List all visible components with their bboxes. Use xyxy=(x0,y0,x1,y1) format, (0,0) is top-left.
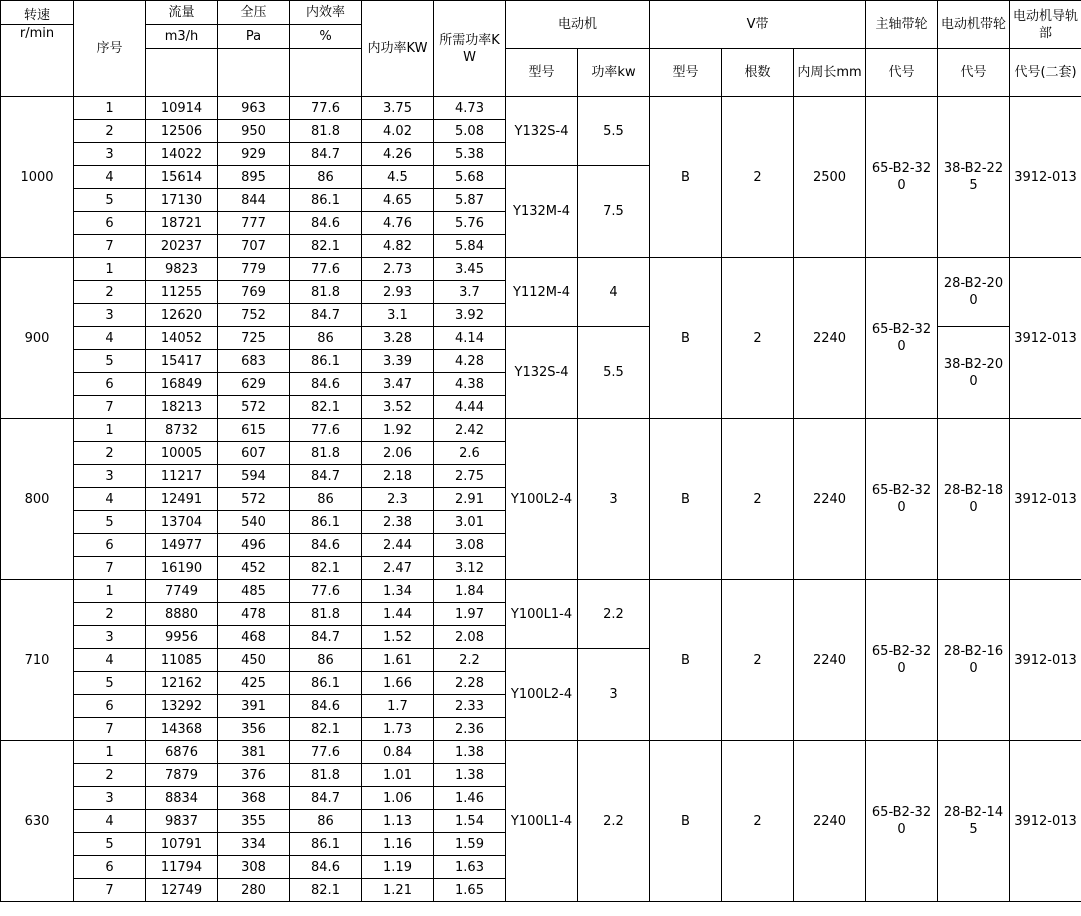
flow-cell: 8732 xyxy=(146,419,218,442)
motor-pulley-cell: 28-B2-160 xyxy=(938,580,1010,741)
internal-power-cell: 4.82 xyxy=(362,235,434,258)
pressure-cell: 607 xyxy=(218,442,290,465)
seq-cell: 3 xyxy=(74,787,146,810)
internal-power-cell: 2.73 xyxy=(362,258,434,281)
flow-cell: 15614 xyxy=(146,166,218,189)
required-power-header: 所需功率KW xyxy=(434,1,506,97)
efficiency-cell: 77.6 xyxy=(290,258,362,281)
motor-power-cell: 4 xyxy=(578,258,650,327)
internal-power-cell: 1.13 xyxy=(362,810,434,833)
efficiency-cell: 82.1 xyxy=(290,718,362,741)
seq-cell: 1 xyxy=(74,741,146,764)
internal-power-cell: 2.47 xyxy=(362,557,434,580)
vbelt-length-cell: 2240 xyxy=(794,419,866,580)
seq-header: 序号 xyxy=(74,1,146,97)
pressure-cell: 594 xyxy=(218,465,290,488)
seq-cell: 6 xyxy=(74,373,146,396)
vbelt-length-cell: 2240 xyxy=(794,741,866,902)
internal-power-cell: 3.52 xyxy=(362,396,434,419)
internal-power-cell: 3.47 xyxy=(362,373,434,396)
motor-model-cell: Y100L2-4 xyxy=(506,649,578,741)
main-pulley-cell: 65-B2-320 xyxy=(866,97,938,258)
required-power-cell: 5.87 xyxy=(434,189,506,212)
vbelt-model-cell: B xyxy=(650,97,722,258)
efficiency-cell: 77.6 xyxy=(290,741,362,764)
internal-power-cell: 4.5 xyxy=(362,166,434,189)
internal-power-cell: 2.38 xyxy=(362,511,434,534)
efficiency-cell: 84.6 xyxy=(290,856,362,879)
efficiency-cell: 86.1 xyxy=(290,672,362,695)
speed-cell: 710 xyxy=(1,580,74,741)
motor-model-cell: Y132S-4 xyxy=(506,327,578,419)
pressure-cell: 452 xyxy=(218,557,290,580)
internal-power-cell: 4.76 xyxy=(362,212,434,235)
internal-power-cell: 1.52 xyxy=(362,626,434,649)
pressure-cell: 963 xyxy=(218,97,290,120)
table-row xyxy=(1,258,1081,281)
flow-cell: 14052 xyxy=(146,327,218,350)
required-power-cell: 2.36 xyxy=(434,718,506,741)
required-power-cell: 3.12 xyxy=(434,557,506,580)
motor-power-header: 功率kw xyxy=(578,49,650,97)
efficiency-cell: 86.1 xyxy=(290,833,362,856)
internal-power-cell: 3.39 xyxy=(362,350,434,373)
flow-cell: 9956 xyxy=(146,626,218,649)
flow-cell: 11255 xyxy=(146,281,218,304)
efficiency-cell: 77.6 xyxy=(290,580,362,603)
internal-power-cell: 3.1 xyxy=(362,304,434,327)
vbelt-model-cell: B xyxy=(650,419,722,580)
efficiency-unit: % xyxy=(290,25,362,49)
required-power-cell: 2.28 xyxy=(434,672,506,695)
speed-cell: 900 xyxy=(1,258,74,419)
seq-cell: 2 xyxy=(74,442,146,465)
pressure-cell: 629 xyxy=(218,373,290,396)
motor-pulley-cell: 28-B2-200 xyxy=(938,258,1010,327)
pressure-cell: 572 xyxy=(218,396,290,419)
flow-cell: 11217 xyxy=(146,465,218,488)
pressure-cell: 356 xyxy=(218,718,290,741)
table-body xyxy=(1,97,1081,902)
pressure-cell: 368 xyxy=(218,787,290,810)
efficiency-cell: 86 xyxy=(290,327,362,350)
motor-rail-cell: 3912-013 xyxy=(1010,580,1081,741)
efficiency-cell: 84.7 xyxy=(290,626,362,649)
seq-cell: 1 xyxy=(74,419,146,442)
motor-rail-header: 电动机导轨部 xyxy=(1010,1,1081,49)
required-power-cell: 3.45 xyxy=(434,258,506,281)
pressure-cell: 425 xyxy=(218,672,290,695)
pressure-cell: 468 xyxy=(218,626,290,649)
speed-unit: r/min xyxy=(1,25,74,97)
flow-cell: 18721 xyxy=(146,212,218,235)
flow-cell: 16190 xyxy=(146,557,218,580)
internal-power-cell: 2.18 xyxy=(362,465,434,488)
motor-power-cell: 5.5 xyxy=(578,327,650,419)
vbelt-count-cell: 2 xyxy=(722,97,794,258)
pressure-cell: 376 xyxy=(218,764,290,787)
internal-power-cell: 1.7 xyxy=(362,695,434,718)
flow-cell: 13704 xyxy=(146,511,218,534)
required-power-cell: 1.97 xyxy=(434,603,506,626)
efficiency-cell: 84.7 xyxy=(290,787,362,810)
pressure-cell: 485 xyxy=(218,580,290,603)
main-pulley-cell: 65-B2-320 xyxy=(866,580,938,741)
internal-power-cell: 1.66 xyxy=(362,672,434,695)
pressure-cell: 450 xyxy=(218,649,290,672)
required-power-cell: 3.7 xyxy=(434,281,506,304)
flow-cell: 14022 xyxy=(146,143,218,166)
seq-cell: 2 xyxy=(74,764,146,787)
efficiency-blank xyxy=(290,49,362,97)
pressure-cell: 391 xyxy=(218,695,290,718)
flow-cell: 7879 xyxy=(146,764,218,787)
pressure-cell: 707 xyxy=(218,235,290,258)
motor-power-cell: 3 xyxy=(578,419,650,580)
efficiency-cell: 82.1 xyxy=(290,879,362,902)
flow-cell: 8880 xyxy=(146,603,218,626)
flow-cell: 6876 xyxy=(146,741,218,764)
seq-cell: 7 xyxy=(74,235,146,258)
pressure-cell: 929 xyxy=(218,143,290,166)
vbelt-count-cell: 2 xyxy=(722,258,794,419)
motor-rail-cell: 3912-013 xyxy=(1010,741,1081,902)
efficiency-cell: 82.1 xyxy=(290,557,362,580)
motor-pulley-cell: 28-B2-145 xyxy=(938,741,1010,902)
pressure-cell: 683 xyxy=(218,350,290,373)
efficiency-cell: 86.1 xyxy=(290,511,362,534)
internal-power-cell: 1.19 xyxy=(362,856,434,879)
pressure-cell: 777 xyxy=(218,212,290,235)
flow-blank xyxy=(146,49,218,97)
motor-pulley-cell: 38-B2-200 xyxy=(938,327,1010,419)
efficiency-cell: 84.6 xyxy=(290,534,362,557)
internal-power-header: 内功率KW xyxy=(362,1,434,97)
seq-cell: 6 xyxy=(74,212,146,235)
efficiency-cell: 84.6 xyxy=(290,373,362,396)
pressure-cell: 478 xyxy=(218,603,290,626)
internal-power-cell: 2.3 xyxy=(362,488,434,511)
seq-cell: 7 xyxy=(74,557,146,580)
seq-cell: 4 xyxy=(74,166,146,189)
required-power-cell: 2.08 xyxy=(434,626,506,649)
required-power-cell: 1.38 xyxy=(434,741,506,764)
efficiency-cell: 81.8 xyxy=(290,603,362,626)
motor-power-cell: 2.2 xyxy=(578,741,650,902)
efficiency-cell: 81.8 xyxy=(290,442,362,465)
vbelt-count-cell: 2 xyxy=(722,419,794,580)
pressure-cell: 334 xyxy=(218,833,290,856)
vbelt-model-cell: B xyxy=(650,741,722,902)
efficiency-cell: 81.8 xyxy=(290,120,362,143)
motor-model-cell: Y132S-4 xyxy=(506,97,578,166)
table-row xyxy=(1,741,1081,764)
flow-cell: 7749 xyxy=(146,580,218,603)
required-power-cell: 4.73 xyxy=(434,97,506,120)
internal-power-cell: 4.26 xyxy=(362,143,434,166)
motor-power-cell: 3 xyxy=(578,649,650,741)
required-power-cell: 1.54 xyxy=(434,810,506,833)
pressure-cell: 779 xyxy=(218,258,290,281)
seq-cell: 5 xyxy=(74,833,146,856)
required-power-cell: 3.01 xyxy=(434,511,506,534)
flow-unit: m3/h xyxy=(146,25,218,49)
flow-cell: 12162 xyxy=(146,672,218,695)
seq-cell: 4 xyxy=(74,488,146,511)
flow-cell: 9837 xyxy=(146,810,218,833)
efficiency-cell: 86 xyxy=(290,488,362,511)
motor-rail-cell: 3912-013 xyxy=(1010,258,1081,419)
seq-cell: 5 xyxy=(74,672,146,695)
flow-cell: 17130 xyxy=(146,189,218,212)
efficiency-cell: 86.1 xyxy=(290,189,362,212)
seq-cell: 1 xyxy=(74,580,146,603)
main-pulley-cell: 65-B2-320 xyxy=(866,741,938,902)
motor-model-cell: Y100L1-4 xyxy=(506,580,578,649)
flow-cell: 10914 xyxy=(146,97,218,120)
flow-cell: 11085 xyxy=(146,649,218,672)
flow-cell: 10005 xyxy=(146,442,218,465)
seq-cell: 4 xyxy=(74,810,146,833)
vbelt-length-header: 内周长mm xyxy=(794,49,866,97)
main-pulley-code-header: 代号 xyxy=(866,49,938,97)
pressure-cell: 496 xyxy=(218,534,290,557)
vbelt-model-header: 型号 xyxy=(650,49,722,97)
motor-power-cell: 5.5 xyxy=(578,97,650,166)
flow-cell: 12620 xyxy=(146,304,218,327)
motor-rail-cell: 3912-013 xyxy=(1010,419,1081,580)
seq-cell: 5 xyxy=(74,189,146,212)
efficiency-cell: 84.6 xyxy=(290,212,362,235)
seq-cell: 6 xyxy=(74,534,146,557)
internal-power-cell: 0.84 xyxy=(362,741,434,764)
required-power-cell: 4.44 xyxy=(434,396,506,419)
pressure-cell: 280 xyxy=(218,879,290,902)
internal-power-cell: 1.06 xyxy=(362,787,434,810)
main-pulley-cell: 65-B2-320 xyxy=(866,419,938,580)
efficiency-cell: 81.8 xyxy=(290,281,362,304)
pressure-cell: 895 xyxy=(218,166,290,189)
motor-power-cell: 2.2 xyxy=(578,580,650,649)
pressure-cell: 355 xyxy=(218,810,290,833)
motor-rail-code-header: 代号(二套) xyxy=(1010,49,1081,97)
seq-cell: 2 xyxy=(74,281,146,304)
internal-power-cell: 2.06 xyxy=(362,442,434,465)
seq-cell: 3 xyxy=(74,143,146,166)
efficiency-cell: 84.7 xyxy=(290,143,362,166)
internal-power-cell: 1.61 xyxy=(362,649,434,672)
flow-cell: 20237 xyxy=(146,235,218,258)
required-power-cell: 2.33 xyxy=(434,695,506,718)
seq-cell: 6 xyxy=(74,856,146,879)
required-power-cell: 4.28 xyxy=(434,350,506,373)
motor-rail-cell: 3912-013 xyxy=(1010,97,1081,258)
flow-cell: 16849 xyxy=(146,373,218,396)
efficiency-cell: 77.6 xyxy=(290,97,362,120)
internal-power-cell: 2.44 xyxy=(362,534,434,557)
flow-cell: 14368 xyxy=(146,718,218,741)
required-power-cell: 2.2 xyxy=(434,649,506,672)
pressure-blank xyxy=(218,49,290,97)
vbelt-count-header: 根数 xyxy=(722,49,794,97)
speed-cell: 630 xyxy=(1,741,74,902)
seq-cell: 3 xyxy=(74,304,146,327)
vbelt-model-cell: B xyxy=(650,580,722,741)
required-power-cell: 1.38 xyxy=(434,764,506,787)
internal-power-cell: 4.65 xyxy=(362,189,434,212)
internal-power-cell: 1.21 xyxy=(362,879,434,902)
vbelt-count-cell: 2 xyxy=(722,741,794,902)
seq-cell: 1 xyxy=(74,97,146,120)
flow-cell: 11794 xyxy=(146,856,218,879)
motor-model-cell: Y100L1-4 xyxy=(506,741,578,902)
flow-cell: 12749 xyxy=(146,879,218,902)
seq-cell: 5 xyxy=(74,350,146,373)
required-power-cell: 5.08 xyxy=(434,120,506,143)
efficiency-cell: 84.7 xyxy=(290,304,362,327)
internal-power-cell: 1.16 xyxy=(362,833,434,856)
speed-cell: 800 xyxy=(1,419,74,580)
motor-model-header: 型号 xyxy=(506,49,578,97)
flow-cell: 13292 xyxy=(146,695,218,718)
flow-cell: 10791 xyxy=(146,833,218,856)
internal-power-cell: 1.92 xyxy=(362,419,434,442)
seq-cell: 2 xyxy=(74,120,146,143)
speed-cell: 1000 xyxy=(1,97,74,258)
pressure-cell: 540 xyxy=(218,511,290,534)
vbelt-length-cell: 2240 xyxy=(794,258,866,419)
motor-pulley-header: 电动机带轮 xyxy=(938,1,1010,49)
required-power-cell: 1.65 xyxy=(434,879,506,902)
required-power-cell: 3.08 xyxy=(434,534,506,557)
flow-header: 流量 xyxy=(146,1,218,25)
required-power-cell: 1.84 xyxy=(434,580,506,603)
efficiency-cell: 86 xyxy=(290,649,362,672)
required-power-cell: 2.91 xyxy=(434,488,506,511)
motor-power-cell: 7.5 xyxy=(578,166,650,258)
required-power-cell: 1.63 xyxy=(434,856,506,879)
seq-cell: 3 xyxy=(74,465,146,488)
internal-power-cell: 3.28 xyxy=(362,327,434,350)
vbelt-model-cell: B xyxy=(650,258,722,419)
motor-model-cell: Y132M-4 xyxy=(506,166,578,258)
table-row xyxy=(1,580,1081,603)
seq-cell: 7 xyxy=(74,879,146,902)
table-row xyxy=(1,97,1081,120)
efficiency-cell: 77.6 xyxy=(290,419,362,442)
seq-cell: 7 xyxy=(74,396,146,419)
vbelt-length-cell: 2240 xyxy=(794,580,866,741)
seq-cell: 7 xyxy=(74,718,146,741)
pressure-cell: 950 xyxy=(218,120,290,143)
pressure-cell: 615 xyxy=(218,419,290,442)
pressure-cell: 725 xyxy=(218,327,290,350)
pressure-cell: 381 xyxy=(218,741,290,764)
pressure-cell: 769 xyxy=(218,281,290,304)
motor-model-cell: Y112M-4 xyxy=(506,258,578,327)
efficiency-cell: 82.1 xyxy=(290,235,362,258)
internal-power-cell: 2.93 xyxy=(362,281,434,304)
speed-header: 转速 xyxy=(1,1,74,25)
motor-model-cell: Y100L2-4 xyxy=(506,419,578,580)
required-power-cell: 5.68 xyxy=(434,166,506,189)
required-power-cell: 5.76 xyxy=(434,212,506,235)
seq-cell: 1 xyxy=(74,258,146,281)
motor-pulley-code-header: 代号 xyxy=(938,49,1010,97)
required-power-cell: 2.75 xyxy=(434,465,506,488)
main-pulley-header: 主轴带轮 xyxy=(866,1,938,49)
efficiency-cell: 84.6 xyxy=(290,695,362,718)
flow-cell: 14977 xyxy=(146,534,218,557)
vbelt-count-cell: 2 xyxy=(722,580,794,741)
efficiency-cell: 86 xyxy=(290,166,362,189)
pressure-cell: 572 xyxy=(218,488,290,511)
flow-cell: 9823 xyxy=(146,258,218,281)
required-power-cell: 3.92 xyxy=(434,304,506,327)
required-power-cell: 2.6 xyxy=(434,442,506,465)
internal-power-cell: 1.01 xyxy=(362,764,434,787)
efficiency-cell: 82.1 xyxy=(290,396,362,419)
flow-cell: 15417 xyxy=(146,350,218,373)
efficiency-cell: 84.7 xyxy=(290,465,362,488)
pressure-unit: Pa xyxy=(218,25,290,49)
required-power-cell: 1.46 xyxy=(434,787,506,810)
internal-power-cell: 1.44 xyxy=(362,603,434,626)
seq-cell: 5 xyxy=(74,511,146,534)
vbelt-length-cell: 2500 xyxy=(794,97,866,258)
required-power-cell: 5.38 xyxy=(434,143,506,166)
seq-cell: 4 xyxy=(74,649,146,672)
main-pulley-cell: 65-B2-320 xyxy=(866,258,938,419)
efficiency-cell: 81.8 xyxy=(290,764,362,787)
seq-cell: 6 xyxy=(74,695,146,718)
motor-pulley-cell: 28-B2-180 xyxy=(938,419,1010,580)
table-row xyxy=(1,419,1081,442)
pressure-cell: 844 xyxy=(218,189,290,212)
seq-cell: 3 xyxy=(74,626,146,649)
seq-cell: 2 xyxy=(74,603,146,626)
internal-power-cell: 1.73 xyxy=(362,718,434,741)
flow-cell: 12491 xyxy=(146,488,218,511)
vbelt-header: V带 xyxy=(650,1,866,49)
pressure-header: 全压 xyxy=(218,1,290,25)
efficiency-header: 内效率 xyxy=(290,1,362,25)
required-power-cell: 4.14 xyxy=(434,327,506,350)
required-power-cell: 4.38 xyxy=(434,373,506,396)
internal-power-cell: 4.02 xyxy=(362,120,434,143)
seq-cell: 4 xyxy=(74,327,146,350)
header-row-1 xyxy=(1,1,1081,25)
flow-cell: 12506 xyxy=(146,120,218,143)
efficiency-cell: 86 xyxy=(290,810,362,833)
motor-pulley-cell: 38-B2-225 xyxy=(938,97,1010,258)
motor-header: 电动机 xyxy=(506,1,650,49)
internal-power-cell: 3.75 xyxy=(362,97,434,120)
required-power-cell: 1.59 xyxy=(434,833,506,856)
efficiency-cell: 86.1 xyxy=(290,350,362,373)
header-row-3 xyxy=(1,49,1081,97)
required-power-cell: 2.42 xyxy=(434,419,506,442)
flow-cell: 18213 xyxy=(146,396,218,419)
internal-power-cell: 1.34 xyxy=(362,580,434,603)
pressure-cell: 308 xyxy=(218,856,290,879)
pressure-cell: 752 xyxy=(218,304,290,327)
flow-cell: 8834 xyxy=(146,787,218,810)
required-power-cell: 5.84 xyxy=(434,235,506,258)
